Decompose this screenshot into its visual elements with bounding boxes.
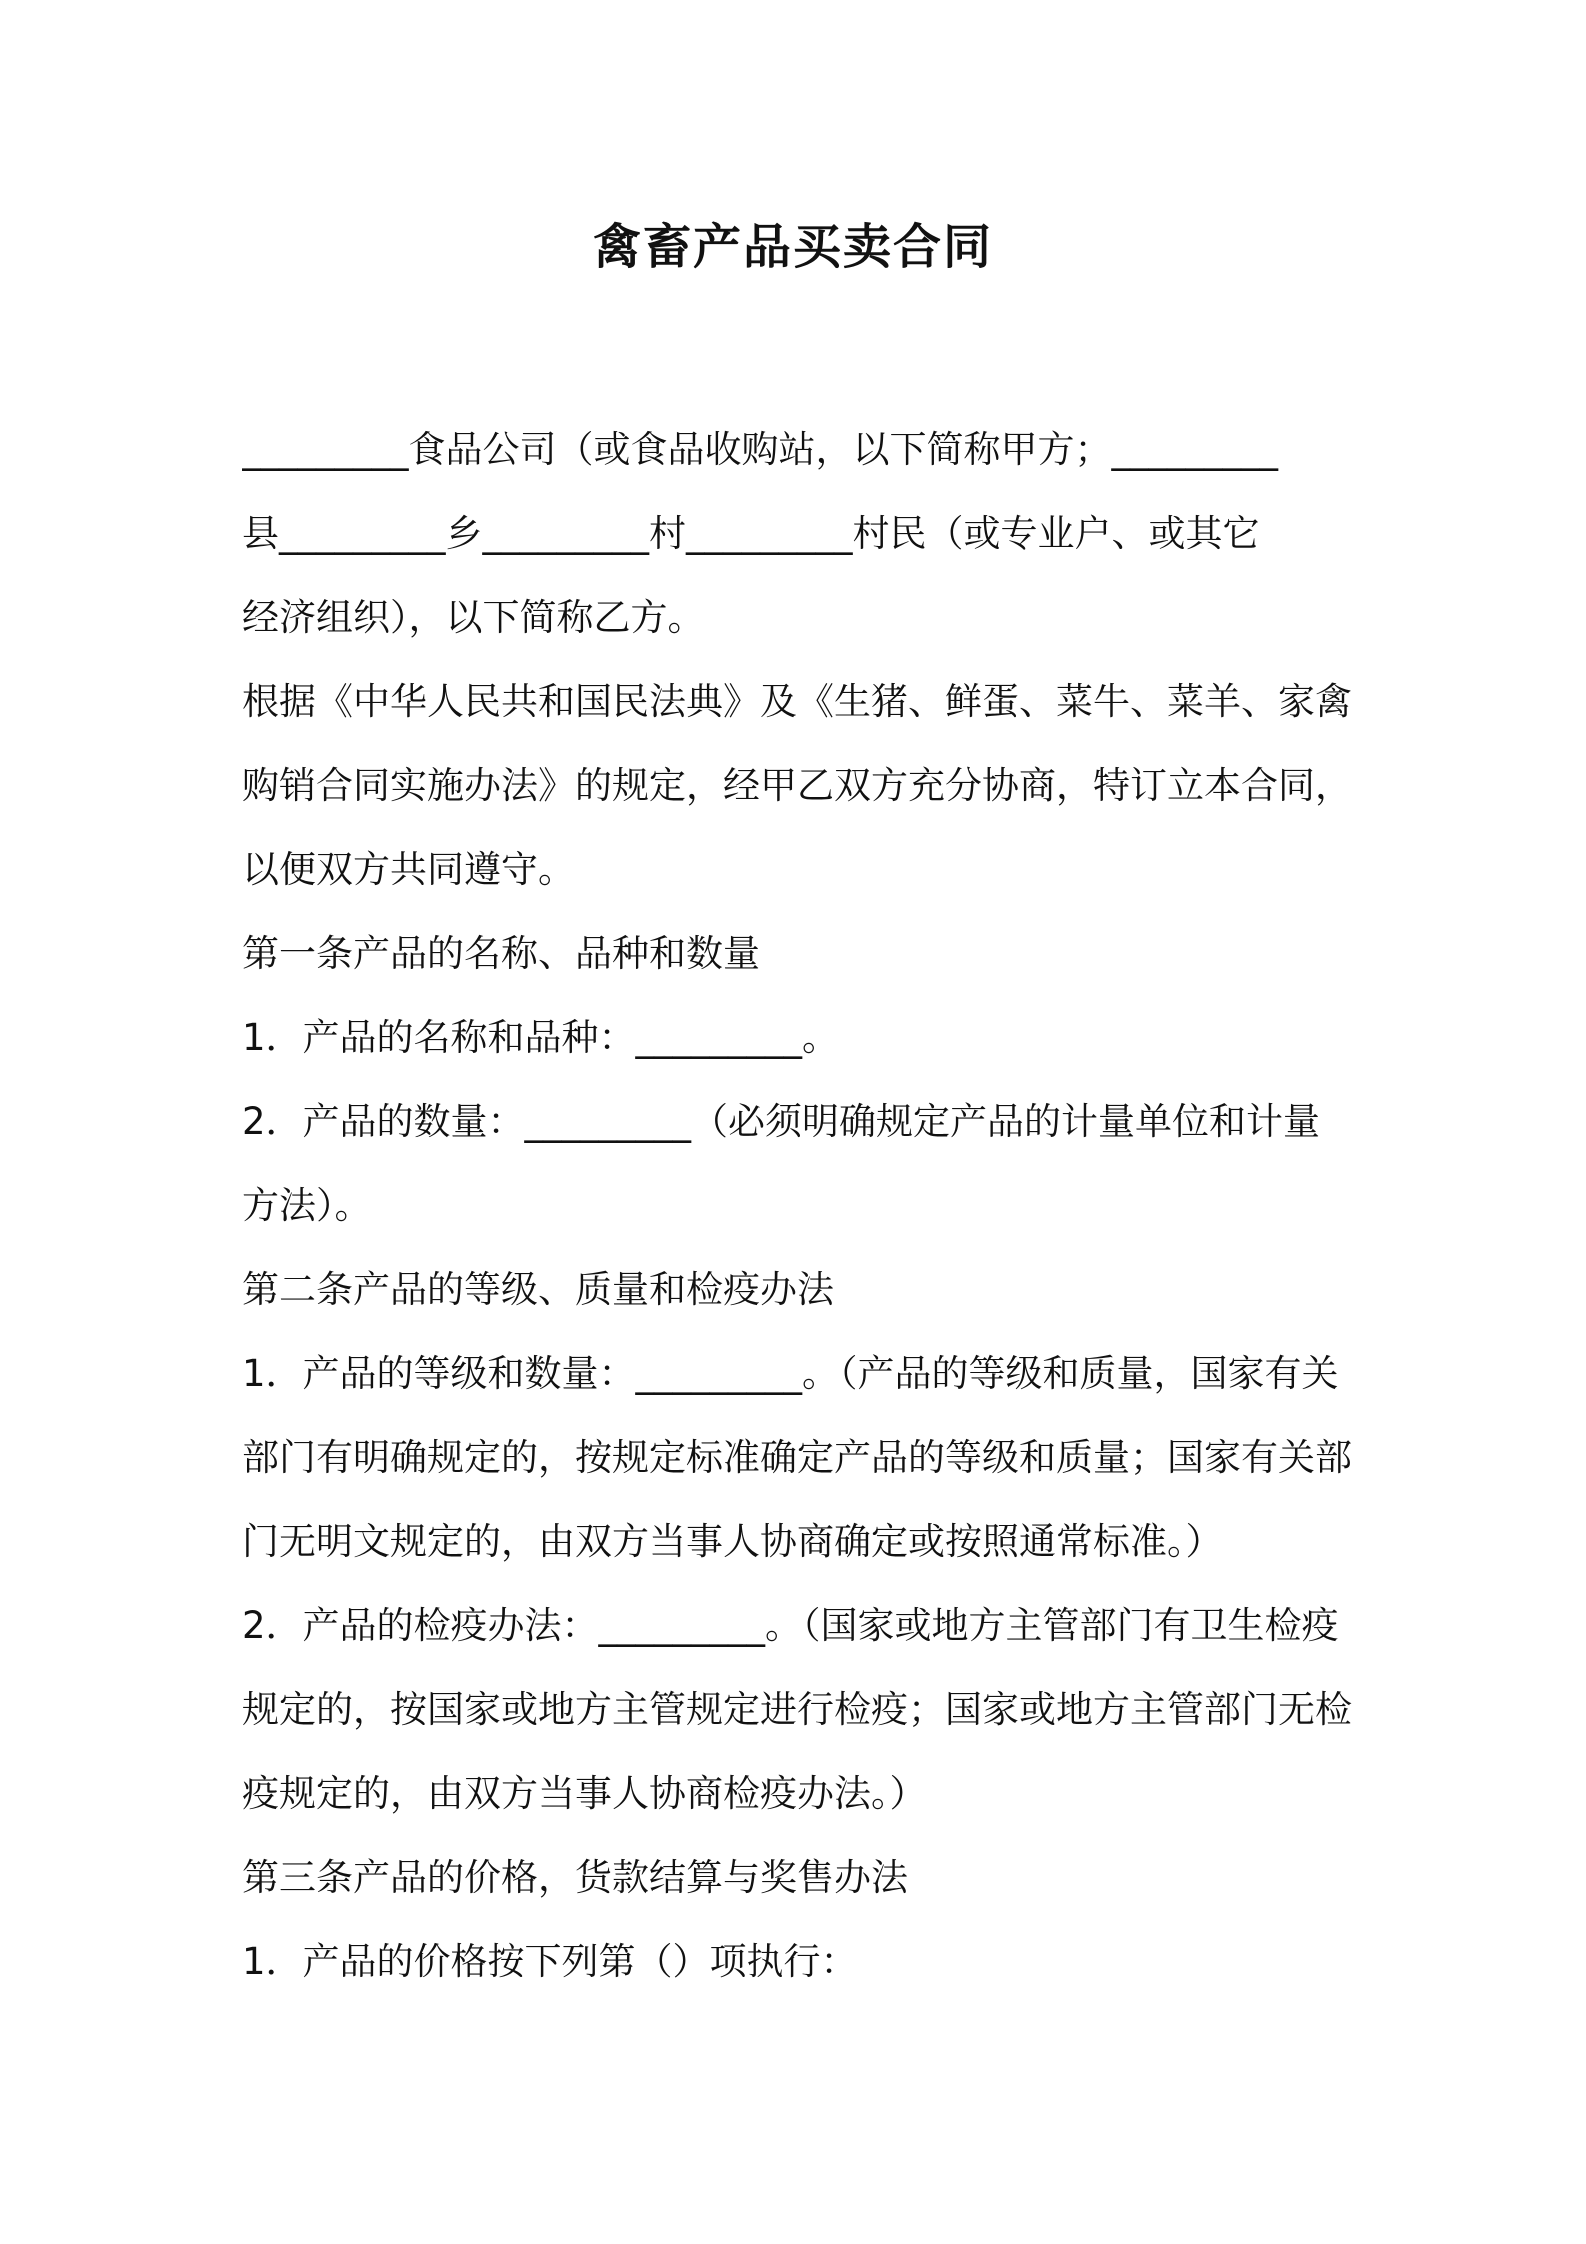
article-2-item-2-cont-2: 疫规定的，由双方当事人协商检疫办法。） <box>242 1772 927 1815</box>
article-2-item-1: 1．产品的等级和数量：_________。（产品的等级和质量，国家有关 <box>242 1352 1339 1395</box>
article-2-heading: 第二条产品的等级、质量和检疫办法 <box>242 1268 834 1311</box>
article-2-item-2-cont-1: 规定的，按国家或地方主管规定进行检疫；国家或地方主管部门无检 <box>242 1688 1352 1731</box>
preamble-line-3: 以便双方共同遵守。 <box>242 848 575 891</box>
article-1-item-2-cont: 方法）。 <box>242 1184 372 1227</box>
article-1-heading: 第一条产品的名称、品种和数量 <box>242 932 760 975</box>
article-3-heading: 第三条产品的价格，货款结算与奖售办法 <box>242 1856 908 1899</box>
article-2-item-1-cont-2: 门无明文规定的，由双方当事人协商确定或按照通常标准。） <box>242 1520 1223 1563</box>
article-3-item-1: 1．产品的价格按下列第（）项执行： <box>242 1940 858 1983</box>
document-title: 禽畜产品买卖合同 <box>592 219 993 275</box>
party-b-line-end: 经济组织），以下简称乙方。 <box>242 596 705 639</box>
article-2-item-1-cont-1: 部门有明确规定的，按规定标准确定产品的等级和质量；国家有关部 <box>242 1436 1352 1479</box>
party-a-line: _________食品公司（或食品收购站，以下简称甲方；_________ <box>242 428 1278 471</box>
preamble-line-1: 根据《中华人民共和国民法典》及《生猪、鲜蛋、菜牛、菜羊、家禽 <box>242 680 1352 723</box>
article-1-item-1: 1．产品的名称和品种：_________。 <box>242 1016 840 1059</box>
document-body <box>242 408 1352 2004</box>
article-2-item-2: 2．产品的检疫办法：_________。（国家或地方主管部门有卫生检疫 <box>242 1604 1339 1647</box>
article-1-item-2: 2．产品的数量：_________（必须明确规定产品的计量单位和计量 <box>242 1100 1321 1143</box>
preamble-line-2: 购销合同实施办法》的规定，经甲乙双方充分协商，特订立本合同， <box>242 764 1352 807</box>
party-b-line: 县_________乡_________村_________村民（或专业户、或其它 <box>242 512 1260 555</box>
